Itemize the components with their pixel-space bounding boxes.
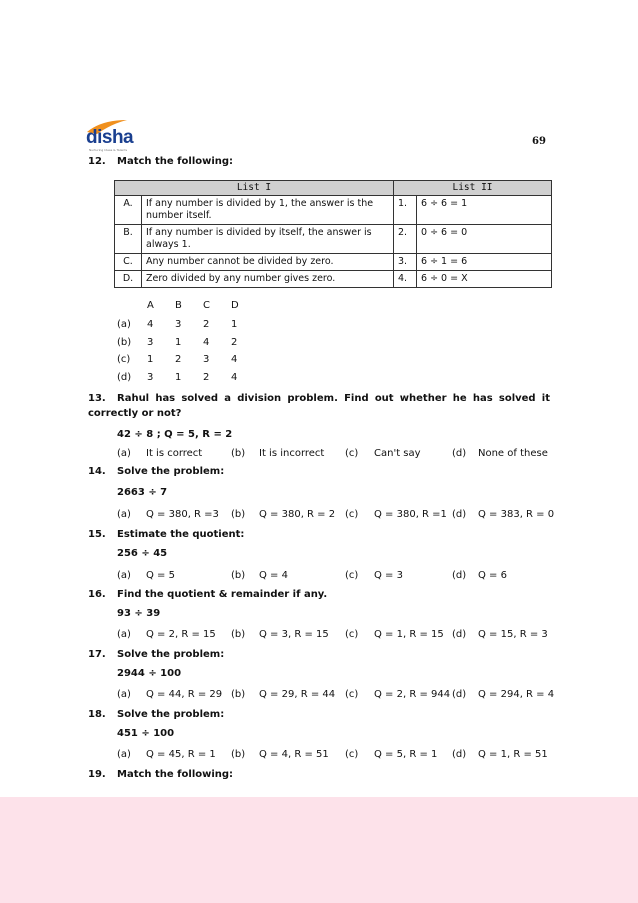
row-number: 1. — [394, 196, 417, 225]
row-expression: 6 ÷ 0 = X — [417, 271, 552, 288]
row-expression: 6 ÷ 6 = 1 — [417, 196, 552, 225]
option-b-label: (b) — [231, 749, 246, 760]
option-d-label: (d) — [452, 448, 467, 459]
option-value: 1 — [231, 319, 238, 330]
option-b-label: (b) — [231, 509, 246, 520]
option-d-label: (d) — [452, 570, 467, 581]
question-number: 17. — [88, 649, 106, 660]
option-d[interactable]: Q = 294, R = 4 — [478, 689, 555, 700]
option-b-label: (b) — [231, 570, 246, 581]
option-value: 3 — [175, 319, 182, 330]
option-value: 3 — [147, 337, 154, 348]
question-prompt: Rahul has solved a division problem. Find out whether he has solved it correctly or not? — [88, 393, 550, 419]
option-a[interactable]: Q = 45, R = 1 — [146, 749, 216, 760]
option-c[interactable]: Q = 1, R = 15 — [374, 629, 444, 640]
option-d[interactable]: Q = 383, R = 0 — [478, 509, 555, 520]
option-value: 4 — [231, 354, 238, 365]
option-c[interactable]: Can't say — [374, 448, 421, 459]
option-value: 4 — [203, 337, 210, 348]
option-value: 4 — [231, 372, 238, 383]
option-value: 2 — [231, 337, 238, 348]
question-15-heading — [88, 528, 244, 542]
option-c[interactable]: Q = 2, R = 944 — [374, 689, 451, 700]
option-label: (b) — [117, 337, 132, 348]
option-a-label: (a) — [117, 629, 131, 640]
option-d-label: (d) — [452, 509, 467, 520]
question-prompt: Match the following: — [117, 769, 234, 780]
table-row — [115, 254, 552, 271]
option-value: 1 — [175, 337, 182, 348]
question-18-heading — [88, 708, 224, 722]
option-a[interactable]: It is correct — [146, 448, 203, 459]
question-17-heading — [88, 648, 224, 662]
option-label: (d) — [117, 372, 132, 383]
table-row — [115, 225, 552, 254]
page-number: 69 — [532, 136, 546, 147]
match-table — [114, 180, 552, 288]
table-row — [115, 196, 552, 225]
option-c-label: (c) — [345, 448, 359, 459]
option-a-label: (a) — [117, 448, 131, 459]
question-16-heading — [88, 588, 327, 602]
question-problem: 451 ÷ 100 — [117, 728, 175, 739]
option-c-label: (c) — [345, 509, 359, 520]
row-number: 3. — [394, 254, 417, 271]
option-b-label: (b) — [231, 689, 246, 700]
question-number: 16. — [88, 589, 106, 600]
option-a-label: (a) — [117, 749, 131, 760]
option-c-label: (c) — [345, 629, 359, 640]
question-problem: 42 ÷ 8 ; Q = 5, R = 2 — [117, 429, 233, 440]
option-a[interactable]: Q = 44, R = 29 — [146, 689, 223, 700]
question-problem: 256 ÷ 45 — [117, 548, 168, 559]
option-a[interactable]: Q = 5 — [146, 570, 175, 581]
option-c-label: (c) — [345, 689, 359, 700]
option-d[interactable]: Q = 6 — [478, 570, 507, 581]
option-c-label: (c) — [345, 749, 359, 760]
question-prompt: Estimate the quotient: — [117, 529, 245, 540]
option-b[interactable]: Q = 4, R = 51 — [259, 749, 329, 760]
row-letter: A. — [115, 196, 142, 225]
question-prompt: Solve the problem: — [117, 709, 225, 720]
row-expression: 6 ÷ 1 = 6 — [417, 254, 552, 271]
option-c[interactable]: Q = 3 — [374, 570, 403, 581]
option-c-label: (c) — [345, 570, 359, 581]
option-c[interactable]: Q = 5, R = 1 — [374, 749, 438, 760]
question-prompt: Match the following: — [117, 156, 234, 167]
row-expression: 0 ÷ 6 = 0 — [417, 225, 552, 254]
question-prompt: Find the quotient & remainder if any. — [117, 589, 328, 600]
option-value: 3 — [203, 354, 210, 365]
question-13-heading — [88, 391, 550, 421]
option-value: 3 — [147, 372, 154, 383]
option-a[interactable]: Q = 380, R =3 — [146, 509, 219, 520]
row-letter: D. — [115, 271, 142, 288]
option-a-label: (a) — [117, 689, 131, 700]
answer-col-a: A — [147, 300, 154, 311]
option-b[interactable]: Q = 3, R = 15 — [259, 629, 329, 640]
answer-col-c: C — [203, 300, 210, 311]
question-problem: 2944 ÷ 100 — [117, 668, 182, 679]
option-b-label: (b) — [231, 448, 246, 459]
row-letter: B. — [115, 225, 142, 254]
logo-text: disha — [86, 127, 134, 148]
option-a-label: (a) — [117, 570, 131, 581]
option-label: (a) — [117, 319, 131, 330]
option-b[interactable]: Q = 4 — [259, 570, 288, 581]
option-a-label: (a) — [117, 509, 131, 520]
option-value: 2 — [203, 319, 210, 330]
question-19-heading — [88, 768, 233, 782]
question-number: 18. — [88, 709, 106, 720]
match-table-header — [115, 181, 552, 196]
option-value: 2 — [175, 354, 182, 365]
question-number: 12. — [88, 156, 106, 167]
row-number: 4. — [394, 271, 417, 288]
question-problem: 93 ÷ 39 — [117, 608, 161, 619]
option-d[interactable]: Q = 1, R = 51 — [478, 749, 548, 760]
row-number: 2. — [394, 225, 417, 254]
option-d-label: (d) — [452, 629, 467, 640]
option-b[interactable]: Q = 29, R = 44 — [259, 689, 336, 700]
question-14-heading — [88, 465, 224, 479]
option-d-label: (d) — [452, 749, 467, 760]
row-statement: Any number cannot be divided by zero. — [142, 254, 394, 271]
option-c[interactable]: Q = 380, R =1 — [374, 509, 447, 520]
row-statement: If any number is divided by 1, the answer is the number itself. — [142, 196, 394, 225]
list-2-header: List II — [394, 181, 552, 196]
answer-col-d: D — [231, 300, 239, 311]
logo-tagline: Nurturing Ideas & Talents — [89, 148, 128, 152]
row-letter: C. — [115, 254, 142, 271]
question-prompt: Solve the problem: — [117, 466, 225, 477]
question-12-heading — [88, 155, 233, 169]
question-number: 13. — [88, 393, 106, 404]
question-prompt: Solve the problem: — [117, 649, 225, 660]
option-d-label: (d) — [452, 689, 467, 700]
option-d[interactable]: None of these — [478, 448, 548, 459]
option-b-label: (b) — [231, 629, 246, 640]
answer-col-b: B — [175, 300, 182, 311]
footer-band — [0, 797, 638, 903]
publisher-logo — [83, 118, 147, 152]
option-value: 4 — [147, 319, 154, 330]
option-label: (c) — [117, 354, 131, 365]
option-b[interactable]: Q = 380, R = 2 — [259, 509, 336, 520]
option-a[interactable]: Q = 2, R = 15 — [146, 629, 216, 640]
option-d[interactable]: Q = 15, R = 3 — [478, 629, 548, 640]
table-row — [115, 271, 552, 288]
option-value: 2 — [203, 372, 210, 383]
list-1-header: List I — [115, 181, 394, 196]
row-statement: Zero divided by any number gives zero. — [142, 271, 394, 288]
question-number: 15. — [88, 529, 106, 540]
question-number: 19. — [88, 769, 106, 780]
question-number: 14. — [88, 466, 106, 477]
option-b[interactable]: It is incorrect — [259, 448, 325, 459]
option-value: 1 — [175, 372, 182, 383]
row-statement: If any number is divided by itself, the answer is always 1. — [142, 225, 394, 254]
question-problem: 2663 ÷ 7 — [117, 487, 168, 498]
option-value: 1 — [147, 354, 154, 365]
